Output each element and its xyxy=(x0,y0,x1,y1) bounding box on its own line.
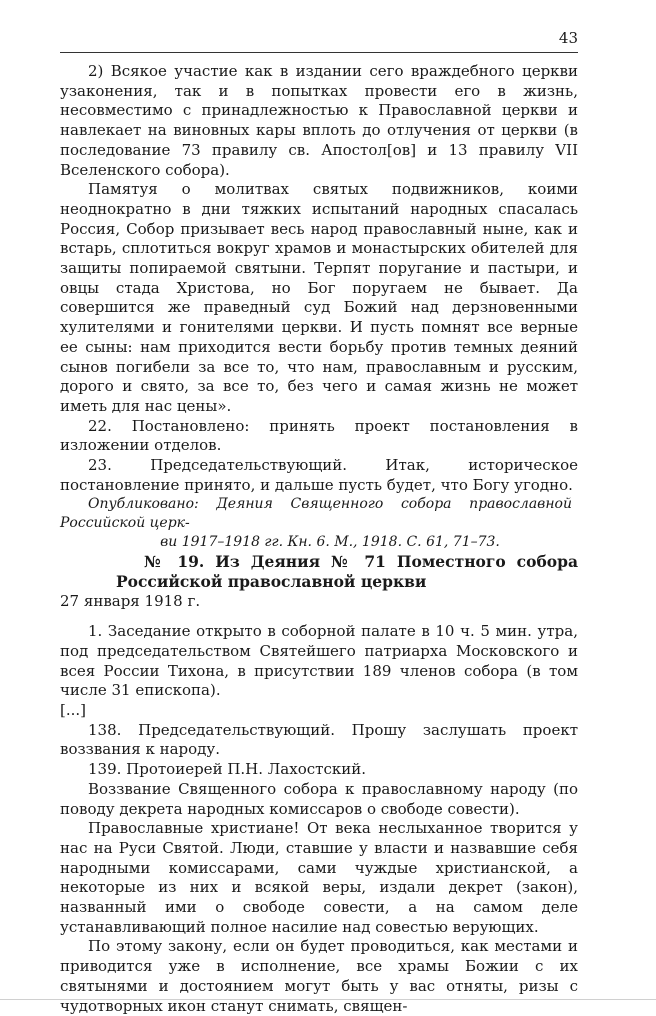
body-paragraph: 23. Председательствующий. Итак, историческое постановление принято, и дальше пусть будет, что Богу угодно. xyxy=(60,456,578,494)
source-note xyxy=(60,495,578,552)
source-note-line: ви 1917–1918 гг. Кн. 6. М., 1918. С. 61, 71–73. xyxy=(160,534,500,551)
page-edge-line xyxy=(0,999,656,1000)
page-content xyxy=(60,62,578,1016)
body-paragraph: 138. Председательствующий. Прошу заслушать проект воззвания к народу. xyxy=(60,720,578,759)
document-heading: № 19. Из Деяния № 71 Поместного собора Российской православной церкви xyxy=(116,552,578,592)
body-paragraph: 139. Протоиерей П.Н. Лахостский. xyxy=(88,760,366,779)
body-paragraph: Воззвание Священного собора к православному народу (по поводу декрета народных комиссаров о свободе совести). xyxy=(60,779,578,818)
body-paragraph: Православные христиане! От века неслыханное творится у нас на Руси Святой. Люди, ставшие у власти и назвавшие себя народными комиссарами, сами чуждые христианской, а некоторые из них и всякой веры, издали декрет (закон), названный ими о свободе совести, а на самом деле устанавливающий полное насилие над совестью верующих. xyxy=(60,819,578,936)
document-date: 27 января 1918 г. xyxy=(60,592,201,611)
omission-mark: [...] xyxy=(60,700,87,719)
body-paragraph: 1. Заседание открыто в соборной палате в 10 ч. 5 мин. утра, под председательством Святейшего патриарха Московского и всея России Тихона, в присутствии 189 членов собора (в том числе 31 епископа). xyxy=(60,622,578,700)
page-number: 43 xyxy=(558,29,578,47)
body-paragraph: 22. Постановлено: принять проект постановления в изложении отделов. xyxy=(60,416,578,455)
body-paragraph: Памятуя о молитвах святых подвижников, коими неоднократно в дни тяжких испытаний народных спасалась Россия, Собор призывает весь народ православный ныне, как и встарь, сплотиться вокруг храмов и монастырских обителей для защиты попираемой святыни. Терпят поругание и пастыри, и овцы стада Христова, но Бог поругаем не бывает. Да совершится же праведный суд Божий над дерзновенными хулителями и гонителями церкви. И пусть помнят все верные ее сыны: нам приходится вести борьбу против темных деяний сынов погибели за все то, что нам, православным и русским, дорого и свято, за все то, без чего и самая жизнь не может иметь для нас цены». xyxy=(60,180,578,415)
body-paragraph: 2) Всякое участие как в издании сего враждебного церкви узаконения, так и в попытках провести его в жизнь, несовместимо с принадлежностью к Православной церкви и навлекает на виновных кары вплоть до отлучения от церкви (в последование 73 правилу св. Апостол[ов] и 13 правилу VII Вселенского собора). xyxy=(60,62,578,179)
source-note-line: Опубликовано: Деяния Священного собора православной Российской церк- xyxy=(60,496,572,532)
body-paragraph: По этому закону, если он будет проводиться, как местами и приводится уже в исполнение, все храмы Божии с их святынями и достоянием могут быть у вас отняты, ризы с чудотворных икон станут снимать, священ- xyxy=(60,937,578,1015)
header-rule xyxy=(60,52,578,53)
